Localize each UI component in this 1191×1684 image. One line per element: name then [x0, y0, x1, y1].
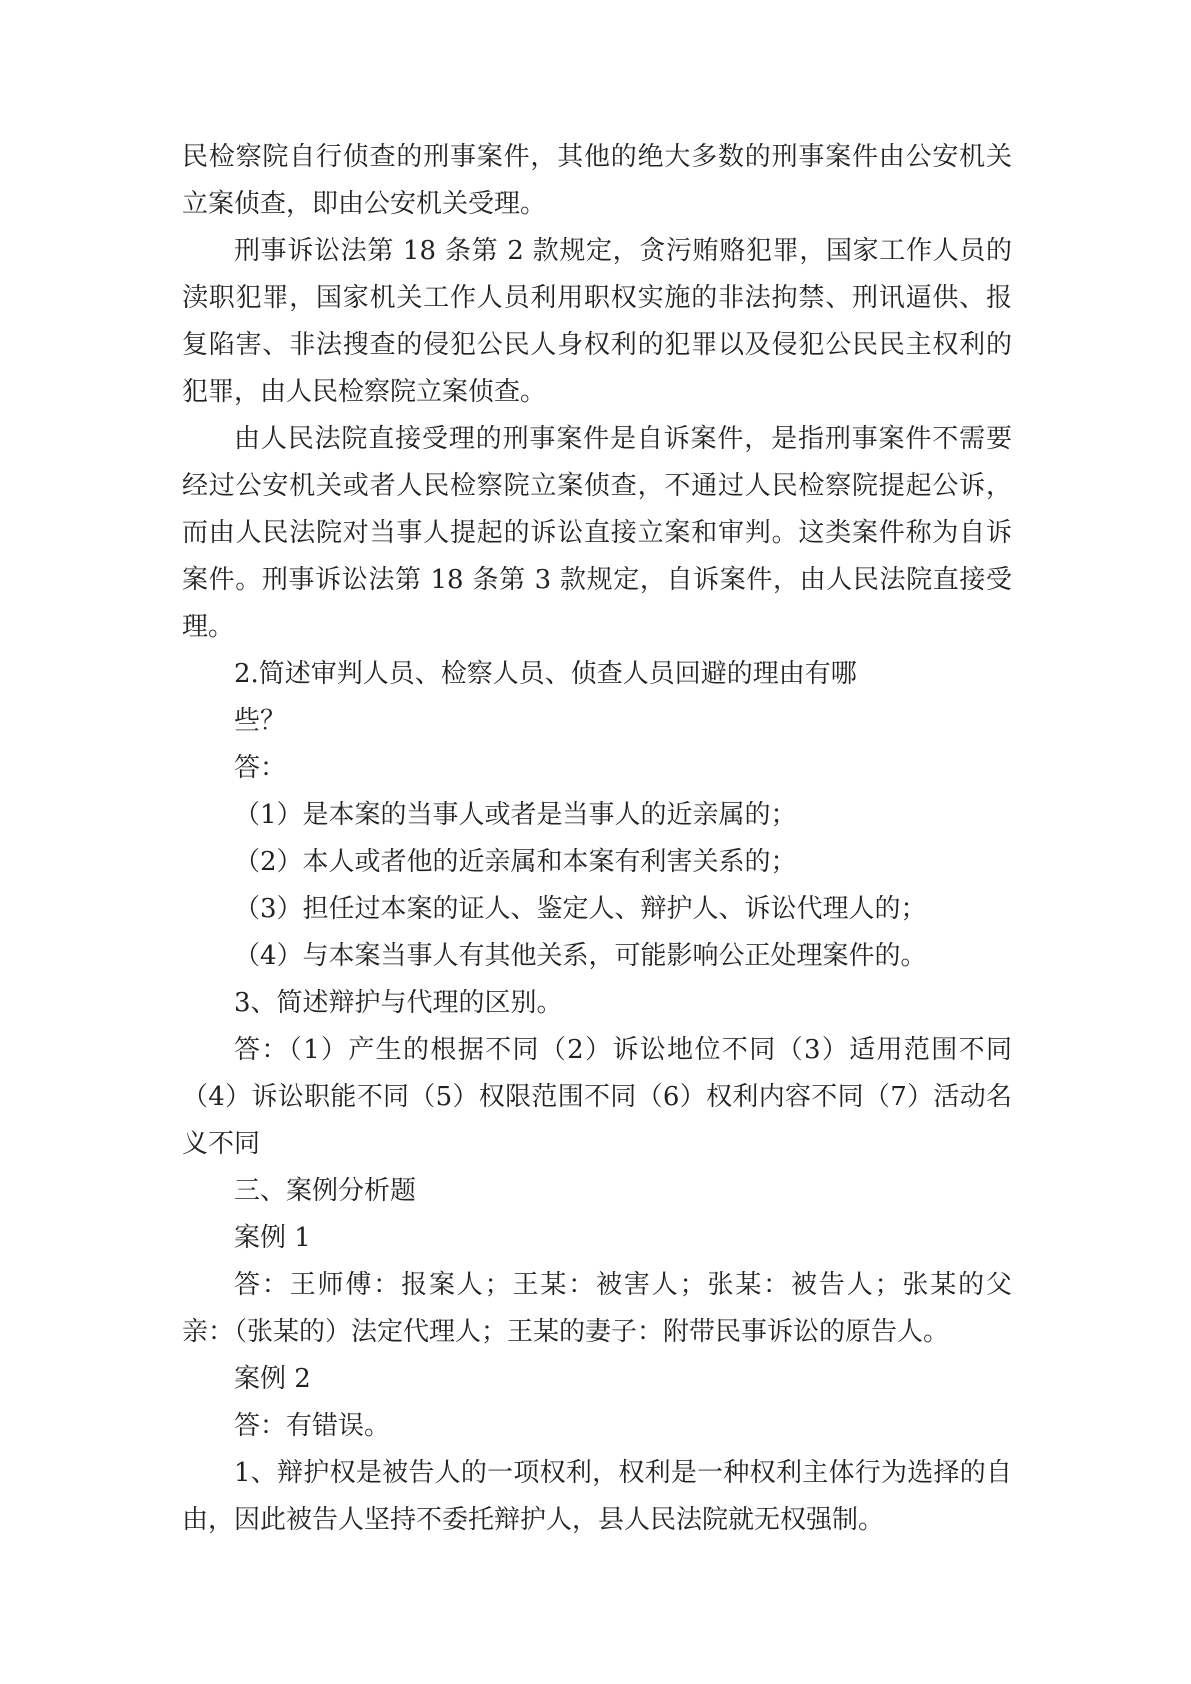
case-2-answer: 答：有错误。: [234, 1411, 391, 1441]
case-1-answer: 答：王师傅：报案人；王某：被害人；张某：被告人；张某的父亲：（张某的）法定代理人；王某的妻子：附带民事诉讼的原告人。: [182, 1270, 1012, 1347]
question-3-heading: 3、简述辩护与代理的区别。: [234, 988, 563, 1018]
document-body: [182, 134, 1012, 1544]
case-2-heading: 案例 2: [234, 1364, 311, 1394]
list-item: （4）与本案当事人有其他关系，可能影响公正处理案件的。: [234, 941, 927, 971]
question-2-heading: 2.简述审判人员、检察人员、侦查人员回避的理由有哪: [234, 659, 857, 689]
paragraph-procuratorate-jurisdiction: 刑事诉讼法第 18 条第 2 款规定，贪污贿赂犯罪，国家工作人员的渎职犯罪，国家机关工作人员利用职权实施的非法拘禁、刑讯逼供、报复陷害、非法搜查的侵犯公民人身权利的犯罪以及侵犯公民民主权利的犯罪，由人民检察院立案侦查。: [182, 236, 1012, 407]
question-3-answer: 答：（1）产生的根据不同（2）诉讼地位不同（3）适用范围不同（4）诉讼职能不同（5）权限范围不同（6）权利内容不同（7）活动名义不同: [182, 1035, 1012, 1159]
paragraph-continuation: 民检察院自行侦查的刑事案件，其他的绝大多数的刑事案件由公安机关立案侦查，即由公安机关受理。: [182, 142, 1012, 219]
answer-label: 答：: [234, 753, 287, 783]
list-item: （3）担任过本案的证人、鉴定人、辩护人、诉讼代理人的；: [234, 894, 927, 924]
question-2-heading-continued: 些？: [234, 706, 287, 736]
paragraph-private-prosecution: 由人民法院直接受理的刑事案件是自诉案件，是指刑事案件不需要经过公安机关或者人民检察院立案侦查，不通过人民检察院提起公诉，而由人民法院对当事人提起的诉讼直接立案和审判。这类案件称为自诉案件。刑事诉讼法第 18 条第 3 款规定，自诉案件，由人民法院直接受理。: [182, 424, 1012, 642]
case-1-heading: 案例 1: [234, 1223, 311, 1253]
section-heading-case-analysis: 三、案例分析题: [234, 1176, 417, 1206]
list-item: （1）是本案的当事人或者是当事人的近亲属的；: [234, 800, 797, 830]
list-item: （2）本人或者他的近亲属和本案有利害关系的；: [234, 847, 797, 877]
case-2-point-1: 1、辩护权是被告人的一项权利，权利是一种权利主体行为选择的自由，因此被告人坚持不委托辩护人，县人民法院就无权强制。: [182, 1458, 1012, 1535]
